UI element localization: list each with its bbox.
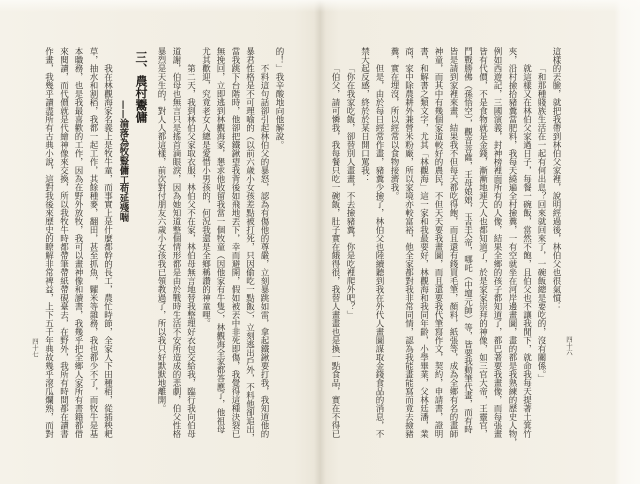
text-column: 商，家中除農耕外兼營米粉廠，所以家境亦較富裕，他全家都對我非常同情，認為我能畫能寫而竟去撿豬 [403, 47, 414, 438]
text-column: 本職務，也是我最喜歡的工作，因為在野外放牧，我可以畫神像和讀書，我幾乎把全鄉人家所有書籍都借 [73, 47, 83, 438]
text-column: 不料這句話卻引起林伯父的暴怒，認為有傷他的尊嚴，立刻暴跳如雷，拿起鐵鍬要打我，我知道他的 [259, 64, 269, 438]
section-heading: 三、農村鬻傭 [134, 51, 148, 123]
text-column: 道謝，伯母也無言只是搖首滴眼淚，因為她知道整個情形都是由於戰時生活不安所造成的悲劇，伯父性格 [171, 47, 181, 438]
text-column: 糞，實在埋沒，所以經常以食物接濟我。 [389, 47, 399, 200]
text-column: 暴烈是天生的，對人人都這樣，前次對付朋友六歲小女孩我已領教過了，所以我只好默默地離開。 [156, 47, 166, 413]
text-column: 神童，而其中有幾個家道較好的農民，不但天天要我畫圖，而且還要我代筆寫作文，契約，申請書，證明 [433, 47, 443, 438]
text-column: 我在林觀海家名義上是牧牛童，而事實上是什麼都幹的長工，農忙時節，全家人下田種稻，從插秧耙 [102, 64, 113, 438]
text-column: 這樣的丟臉，就把我帶到林伯父家裡，說明經過後，林伯父也很氣憤： [551, 47, 561, 311]
text-column: 來閱讀，而代價就是代繪神像來交換，所以我牧牛時都帶筆帶紙帶硯臺去，在野外，我所有時間都在讀書 [58, 47, 69, 438]
text-column: 草，抽水和割稻，我都一起工作，其餘種麥，翻田，甚至抓魚，糶米等雜務，我也都少不了，而牧牛是基 [88, 47, 98, 438]
text-column: 例如西遊記，三國演義，封神榜裡面所有的人像，結果全鄉的孩子都知道了，都巴著要我畫像，而每張畫 [492, 47, 502, 438]
text-column: 夾，沿村撿拾豬糞當肥料，我每天繞遍全村撿糞，一有空就坐在河岸邊畫圖，畫的都是我熟練的歷史人物， [507, 47, 517, 447]
page-top-edge [0, 0, 640, 12]
page-number: 四十七 [31, 338, 39, 358]
text-column: 禁大起反感，終於於某日開口罵我： [359, 47, 370, 183]
text-column: 無挽回，立即逃到林觀海家，懇求他收留我當一個牧童（因他家有牛隻），林觀海全家都答應了，他祖母 [215, 47, 225, 434]
text-column: 的！」我辛酸地向他解說。 [274, 47, 284, 149]
text-column: 皆是請到家裡來畫，結果我不但每天都吃得飽，而且還有錢買毛筆，顏料，紙張等，成為全鄉有名的畫師 [448, 47, 458, 438]
text-column: 尤其歡迎，究竟老女人總是愛惜小男孩的，何況我還是全鄉稱讚的神童哩。 [200, 47, 211, 328]
text-column: 皆有代價，不是食物就是金錢，漸漸地連大人也都知道了，於是家家崇拜的神像，如三官大帝，王靈官， [477, 47, 488, 438]
page-number: 四十六 [565, 336, 573, 356]
right-page [320, 0, 640, 484]
text-column: 書，和解書之類文字，尤其「林觀海」這一家和我最要好，林觀海和我同年齡，小學畢業，父林廷潘，業 [418, 47, 429, 438]
text-column: 但是，由於每日經常作畫，豬糞少撿了，林伯父也陸續聽到我在外代人畫圖謀取金錢食品的消息，不 [374, 64, 384, 438]
text-column: 就這樣又在林伯父家過日子，每餐一碗飯，當然不飽，且伯父也不讓我閒下，就命我每天提著土箕竹 [521, 64, 532, 438]
section-subtitle: ——淪落為牧豎傭工苟延殘喘 [117, 100, 129, 223]
text-column: 「你在我家吃飯，卻替別人畫畫，不去撿豬糞，你是吃裡爬外吧？」 [345, 64, 355, 319]
text-column: 「和那種賤族生活在一起有何出息？回來就回來了，一碗飯總是要吃的，沒有關係。」 [536, 64, 546, 383]
book-gutter-shadow [314, 0, 326, 484]
text-column: 「伯父，請可憐我，我每餐只吃一碗飯，肚子實在餓得很，我替人畫畫也是換一點食品，實在不得已 [330, 64, 340, 438]
text-column: 鬥戰勝佛（孫悟空），觀音菩薩，王母娘娘，玉皇大帝，哪吒（中壇元帥）等，皆要我動筆代畫，而有時 [462, 47, 473, 434]
text-column: 第二天，我到林伯父家取衣服，林伯父不在家，林伯母無言地替我整理好衣包交給我，臨行我向伯母 [185, 64, 196, 438]
text-column: 當我跳下台階時，他卻把鐵鍬望我背後如飛地丟下，幸而避開，假如被丟中非死即傷，我覺得這種決裂已 [230, 47, 240, 438]
text-column: 作畫，我幾乎讀盡所有古典小說，這對我後來歷史的瞭解非常裨益，上下五千年典故幾乎滾瓜爛熟，而對 [43, 47, 54, 438]
text-column: 暴君性格是不可理喻的（以前六歲小女孩差點被打死，只因偷吃一點飯），立刻逃出戶外，不料他卻追出， [244, 47, 255, 443]
